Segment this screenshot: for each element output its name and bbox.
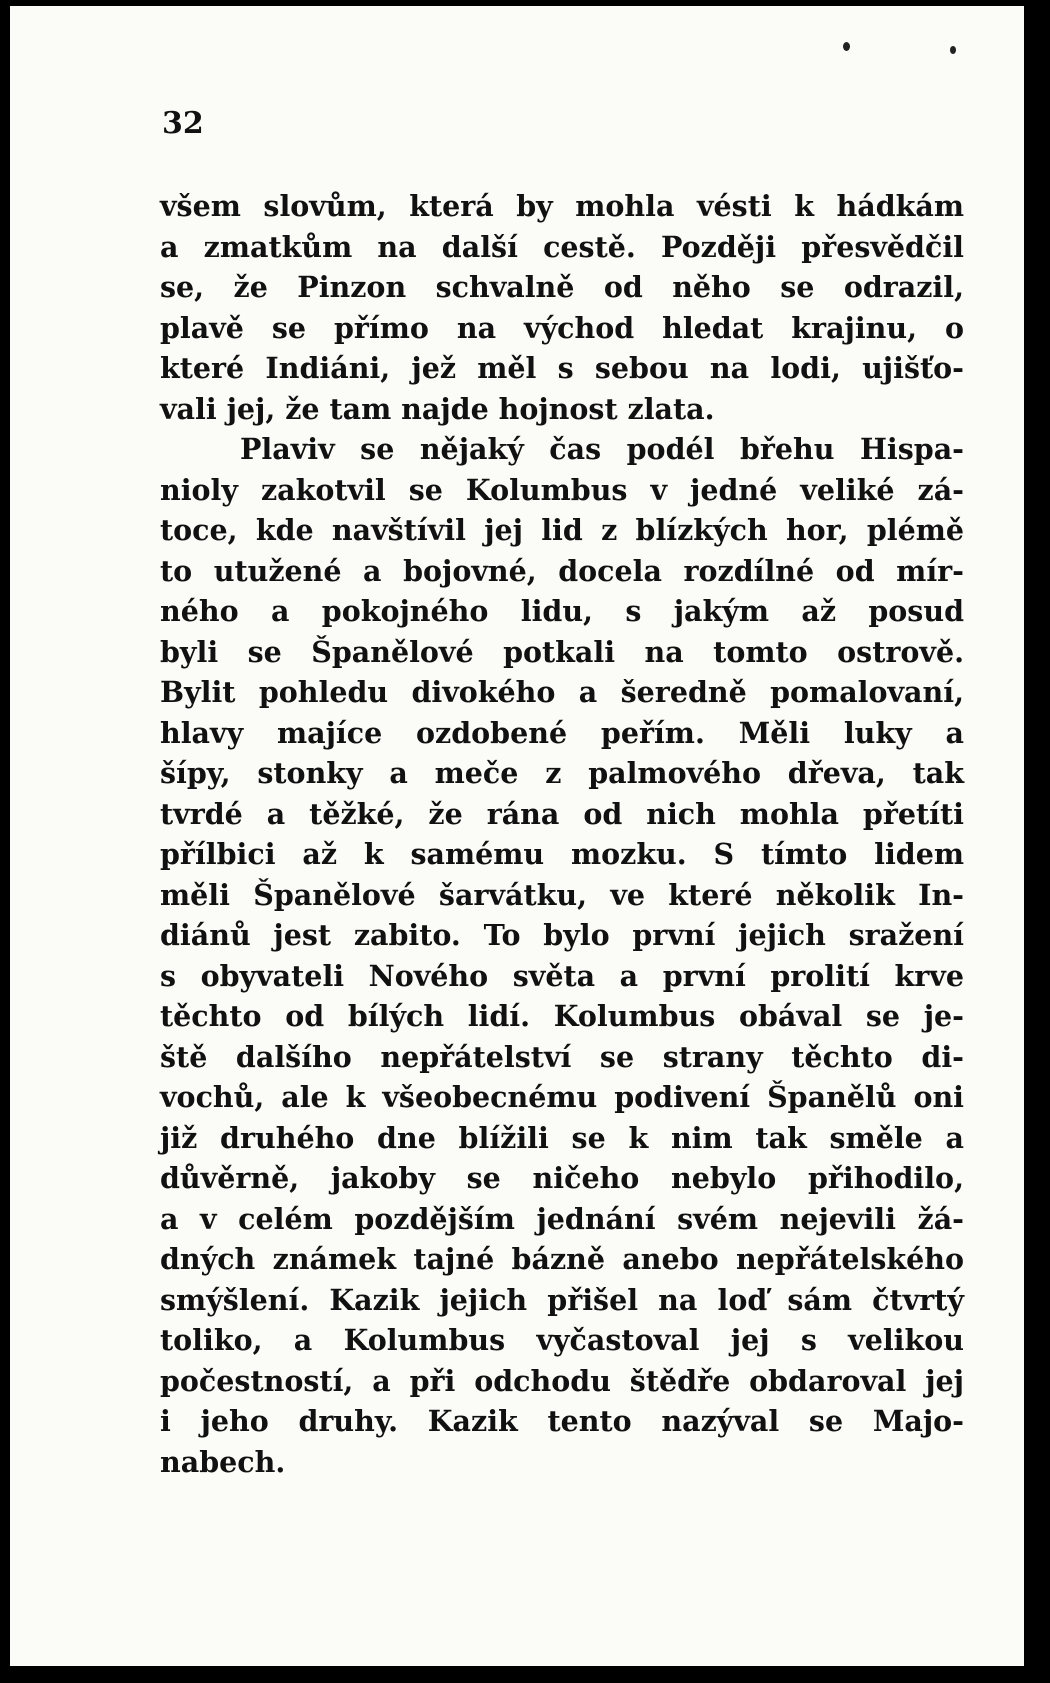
text-line: hlavy majíce ozdobené peřím. Měli luky a: [160, 715, 964, 750]
text-line: i jeho druhy. Kazik tento nazýval se Majo-: [160, 1404, 964, 1438]
text-line: ného a pokojného lidu, s jakým až posud: [160, 594, 964, 628]
text-line: toce, kde navštívil jej lid z blízkých hor, plémě: [160, 513, 964, 547]
page-number: 32: [162, 106, 204, 141]
text-line: všem slovům, která by mohla vésti k hádkám: [160, 189, 964, 223]
text-line: se, že Pinzon schvalně od něho se odrazil,: [160, 270, 964, 304]
text-line: nioly zakotvil se Kolumbus v jedné veliké zá-: [160, 472, 964, 507]
ink-speck: [843, 42, 850, 51]
text-line: byli se Španělové potkali na tomto ostrově.: [160, 634, 964, 669]
text-line: vali jej, že tam najde hojnost zlata.: [160, 391, 715, 426]
ink-speck: [950, 46, 956, 54]
text-line: Bylit pohledu divokého a šeredně pomalovaní,: [160, 675, 964, 709]
text-line: vochů, ale k všeobecnému podivení Španělů oni: [160, 1080, 964, 1114]
book-page: [10, 6, 1024, 1666]
text-line: důvěrně, jakoby se ničeho nebylo přihodilo,: [160, 1161, 964, 1195]
text-line: a zmatkům na další cestě. Později přesvědčil: [160, 229, 964, 264]
text-line: počestností, a při odchodu štědře obdaroval jej: [160, 1363, 964, 1398]
text-line: plavě se přímo na východ hledat krajinu, o: [160, 310, 964, 345]
text-line: s obyvateli Nového světa a první prolití krve: [160, 958, 964, 993]
text-line: přílbici až k samému mozku. S tímto lidem: [160, 837, 964, 871]
text-line: to utužené a bojovné, docela rozdílné od mír-: [160, 553, 964, 588]
text-line: těchto od bílých lidí. Kolumbus obával se je-: [160, 999, 964, 1033]
text-line: toliko, a Kolumbus vyčastoval jej s velikou: [160, 1323, 964, 1357]
text-line: již druhého dne blížili se k nim tak směle a: [160, 1120, 964, 1155]
body-text: [160, 186, 964, 1482]
text-line: měli Španělové šarvátku, ve které několik In-: [160, 877, 964, 912]
text-line: dných známek tajné bázně anebo nepřátelského: [160, 1242, 964, 1276]
text-line: a v celém pozdějším jednání svém nejevili žá-: [160, 1201, 964, 1236]
text-line: Plaviv se nějaký čas podél břehu Hispa-: [240, 432, 964, 466]
text-line: diánů jest zabito. To bylo první jejich sražení: [160, 918, 964, 952]
text-line: nabech.: [160, 1444, 286, 1479]
text-line: tvrdé a těžké, že rána od nich mohla přetíti: [160, 796, 964, 831]
text-line: které Indiáni, jež měl s sebou na lodi, ujišťo-: [160, 351, 964, 385]
text-line: ště dalšího nepřátelství se strany těchto di-: [160, 1039, 964, 1074]
text-line: smýšlení. Kazik jejich přišel na loď sám čtvrtý: [160, 1282, 964, 1317]
text-line: šípy, stonky a meče z palmového dřeva, tak: [160, 756, 964, 790]
